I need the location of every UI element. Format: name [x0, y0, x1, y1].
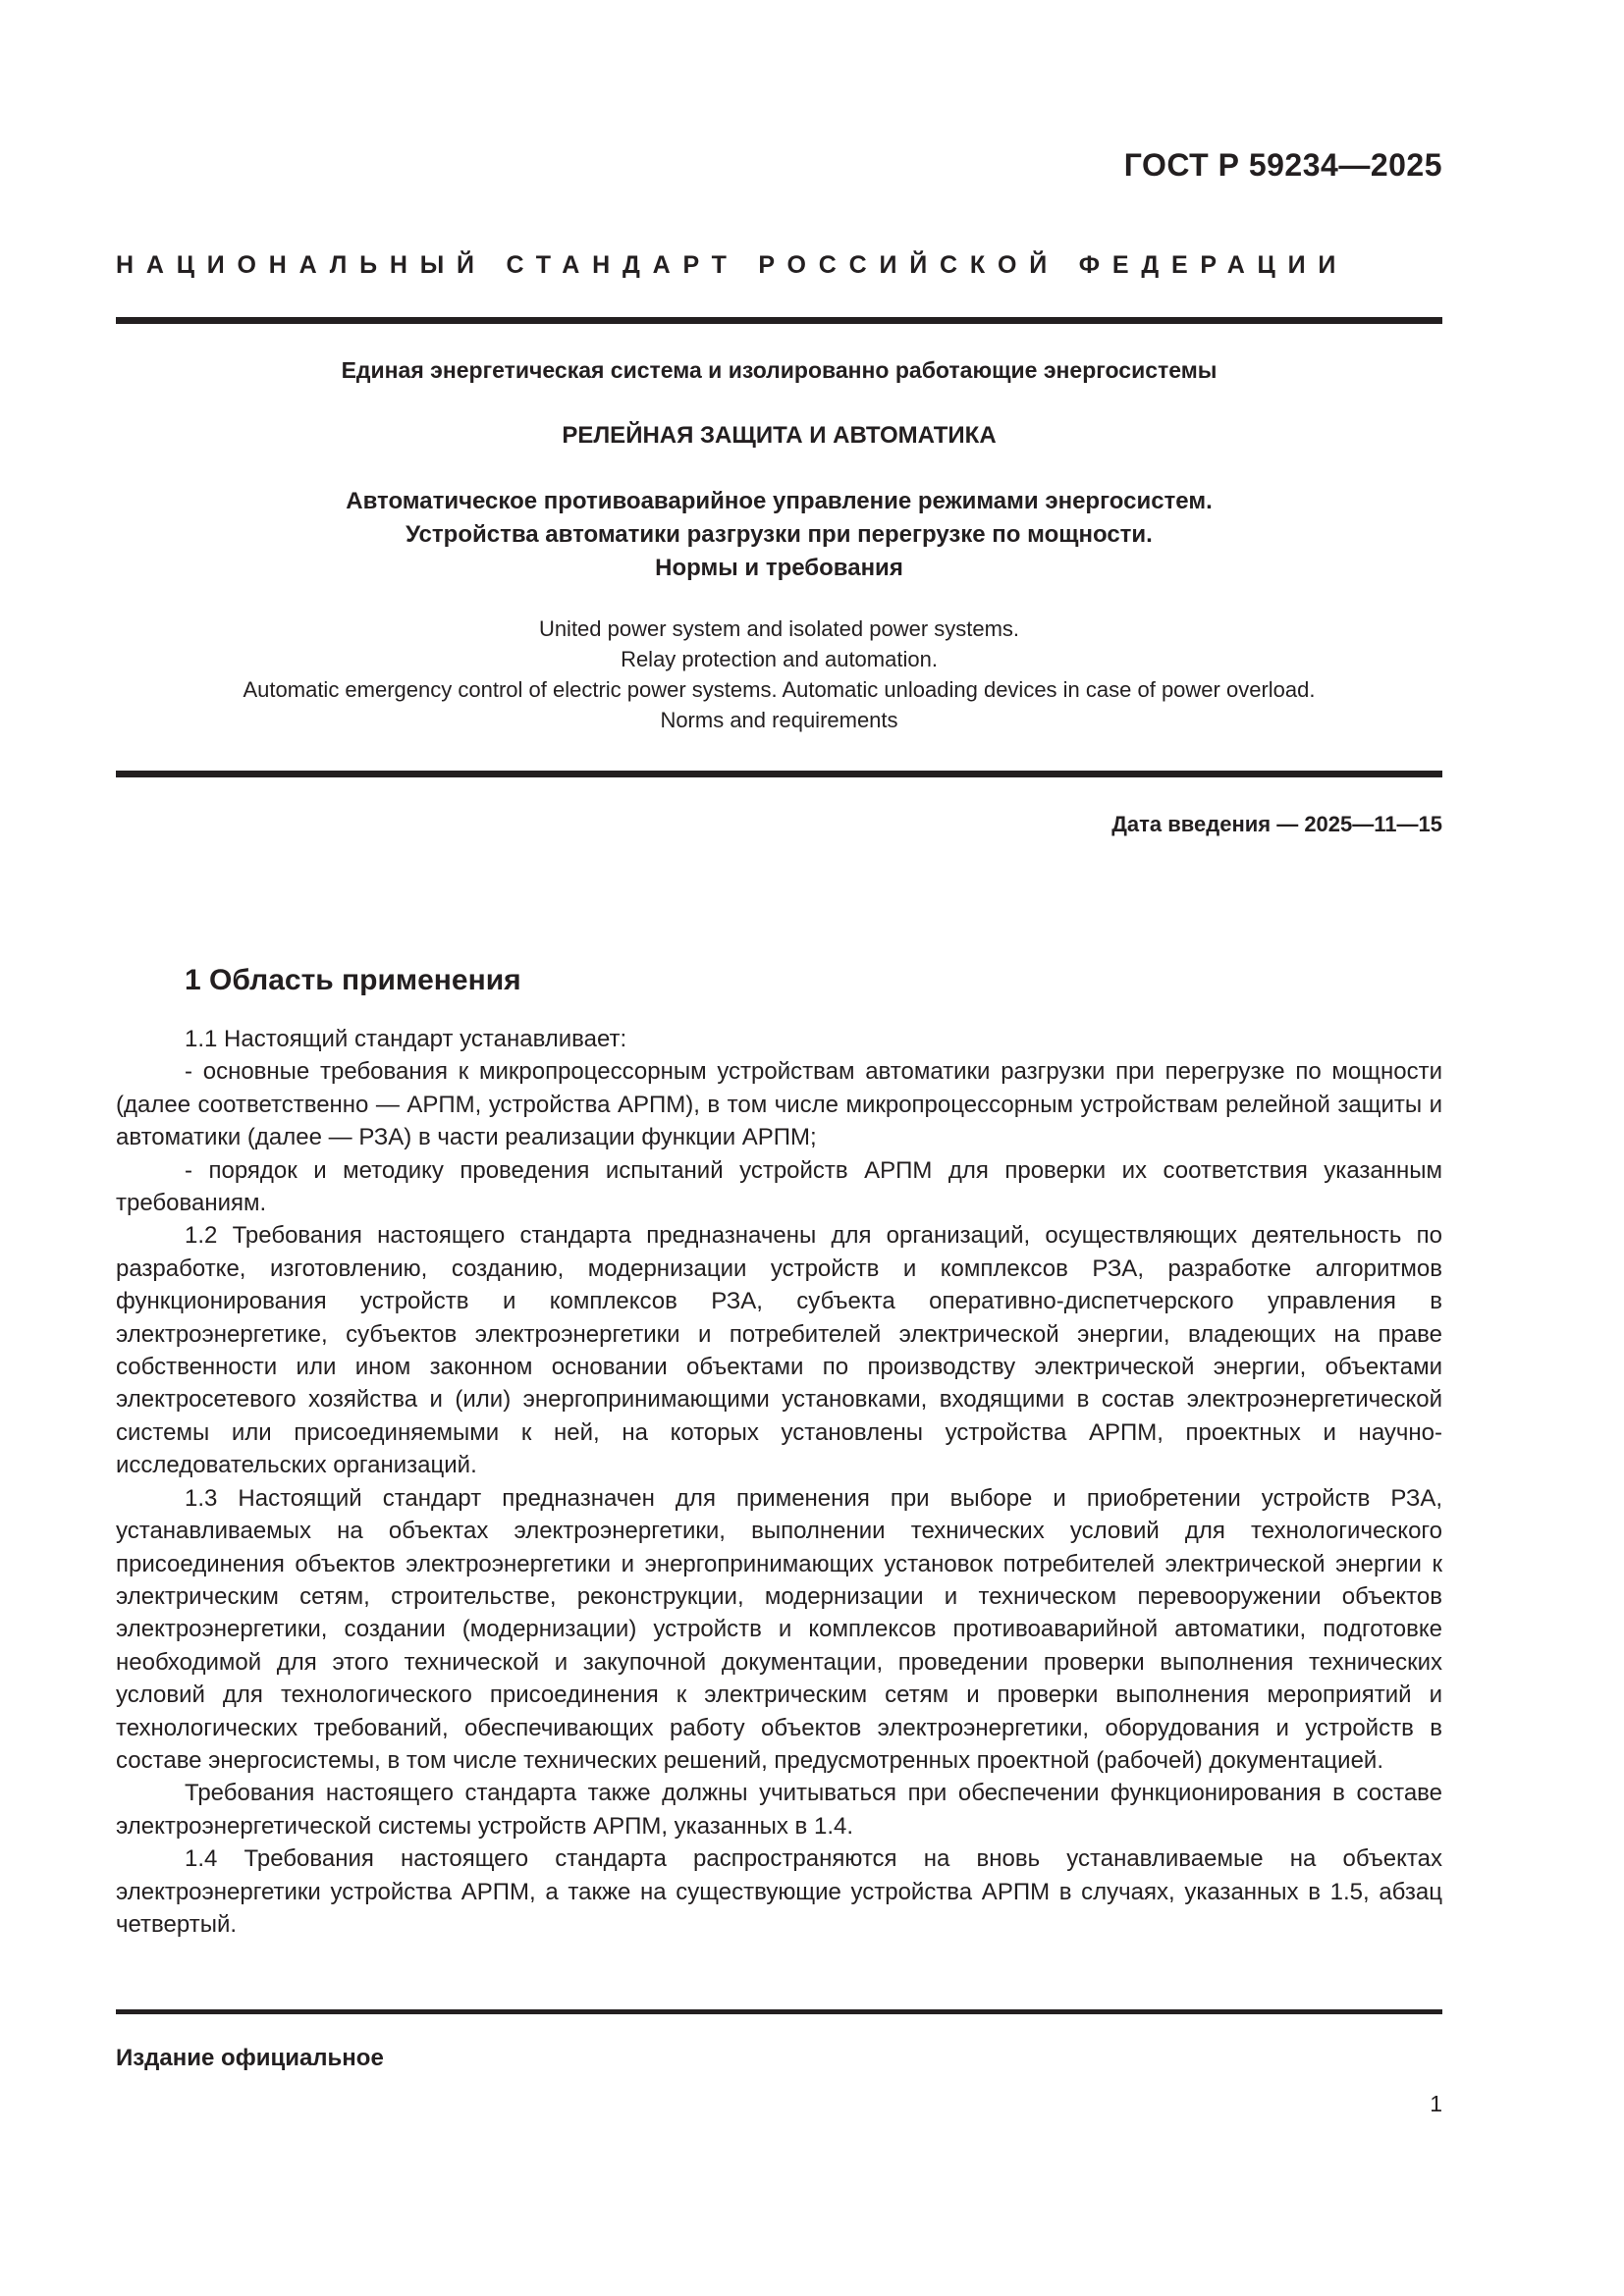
- paragraph: 1.4 Требования настоящего стандарта распространяются на вновь устанавливаемые на объектах электроэнергетики устройства АРПМ, а также на существующие устройства АРПМ в случаях, указанных в 1.5, абзац четвертый.: [116, 1845, 1442, 1938]
- title-divider: [116, 771, 1442, 777]
- title-subject-line: Автоматическое противоаварийное управление режимами энергосистем.: [346, 488, 1213, 514]
- title-relay-protection: РЕЛЕЙНАЯ ЗАЩИТА И АВТОМАТИКА: [562, 422, 997, 449]
- title-system-line: Единая энергетическая система и изолированно работающие энергосистемы: [341, 357, 1218, 383]
- footer-divider: [116, 2009, 1442, 2014]
- title-subject-line: Нормы и требования: [655, 555, 903, 581]
- paragraph: - порядок и методику проведения испытаний устройств АРПМ для проверки их соответствия указанным требованиям.: [116, 1156, 1442, 1217]
- paragraph: - основные требования к микропроцессорным устройствам автоматики разгрузки при перегрузке по мощности (далее соответственно — АРПМ, устройства АРПМ), в том числе микропроцессорным устройствам релейной защиты и автоматики (далее — РЗА) в части реализации функции АРПМ;: [116, 1058, 1442, 1151]
- top-divider: [116, 317, 1442, 324]
- english-title: [116, 614, 1442, 735]
- paragraph: 1.1 Настоящий стандарт устанавливает:: [185, 1026, 627, 1052]
- title-subject-line: Устройства автоматики разгрузки при перегрузке по мощности.: [406, 521, 1153, 548]
- paragraph: 1.3 Настоящий стандарт предназначен для применения при выборе и приобретении устройств РЗА, устанавливаемых на объектах электроэнергетики, выполнении технических условий для технологического присоединения объектов электроэнергетики и энергопринимающих установок потребителей электрической энергии к электрическим сетям, строительстве, реконструкции, модернизации и техническом перевооружении объектов электроэнергетики, создании (модернизации) устройств и комплексов противоаварийной автоматики, подготовке необходимой для этого технической и закупочной документации, проведении проверки выполнения технических условий для технологического присоединения к электрическим сетям и проверки выполнения мероприятий и технологических требований, обеспечивающих работу объектов электроэнергетики, оборудования и устройств в составе энергосистемы, в том числе технических решений, предусмотренных проектной (рабочей) документацией.: [116, 1484, 1442, 1774]
- title-subject: [116, 485, 1442, 585]
- page-number: 1: [1430, 2091, 1442, 2116]
- section-title: 1 Область применения: [185, 964, 521, 996]
- document-designation: ГОСТ Р 59234—2025: [1123, 147, 1442, 183]
- english-title-line: Relay protection and automation.: [621, 647, 938, 671]
- english-title-line: Norms and requirements: [660, 708, 898, 732]
- section-body: [116, 1023, 1442, 1941]
- introduction-date: Дата введения — 2025—11—15: [1111, 812, 1442, 836]
- paragraph: Требования настоящего стандарта также должны учитываться при обеспечении функционирования в составе электроэнергетической системы устройств АРПМ, указанных в 1.4.: [116, 1780, 1442, 1840]
- english-title-line: Automatic emergency control of electric power systems. Automatic unloading devices in case of power overload.: [243, 677, 1316, 702]
- national-standard-heading: НАЦИОНАЛЬНЫЙ СТАНДАРТ РОССИЙСКОЙ ФЕДЕРАЦИИ: [116, 251, 1349, 279]
- english-title-line: United power system and isolated power systems.: [538, 616, 1020, 641]
- official-edition-label: Издание официальное: [116, 2045, 384, 2071]
- paragraph: 1.2 Требования настоящего стандарта предназначены для организаций, осуществляющих деятельность по разработке, изготовлению, созданию, модернизации устройств и комплексов РЗА, разработке алгоритмов функционирования устройств и комплексов РЗА, субъекта оперативно-диспетчерского управления в электроэнергетике, субъектов электроэнергетики и потребителей электрической энергии, владеющих на праве собственности или ином законном основании объектами по производству электрической энергии, объектами электросетевого хозяйства и (или) энергопринимающими установками, входящими в состав электроэнергетической системы или присоединяемыми к ней, на которых установлены устройства АРПМ, проектных и научно-исследовательских организаций.: [116, 1222, 1442, 1479]
